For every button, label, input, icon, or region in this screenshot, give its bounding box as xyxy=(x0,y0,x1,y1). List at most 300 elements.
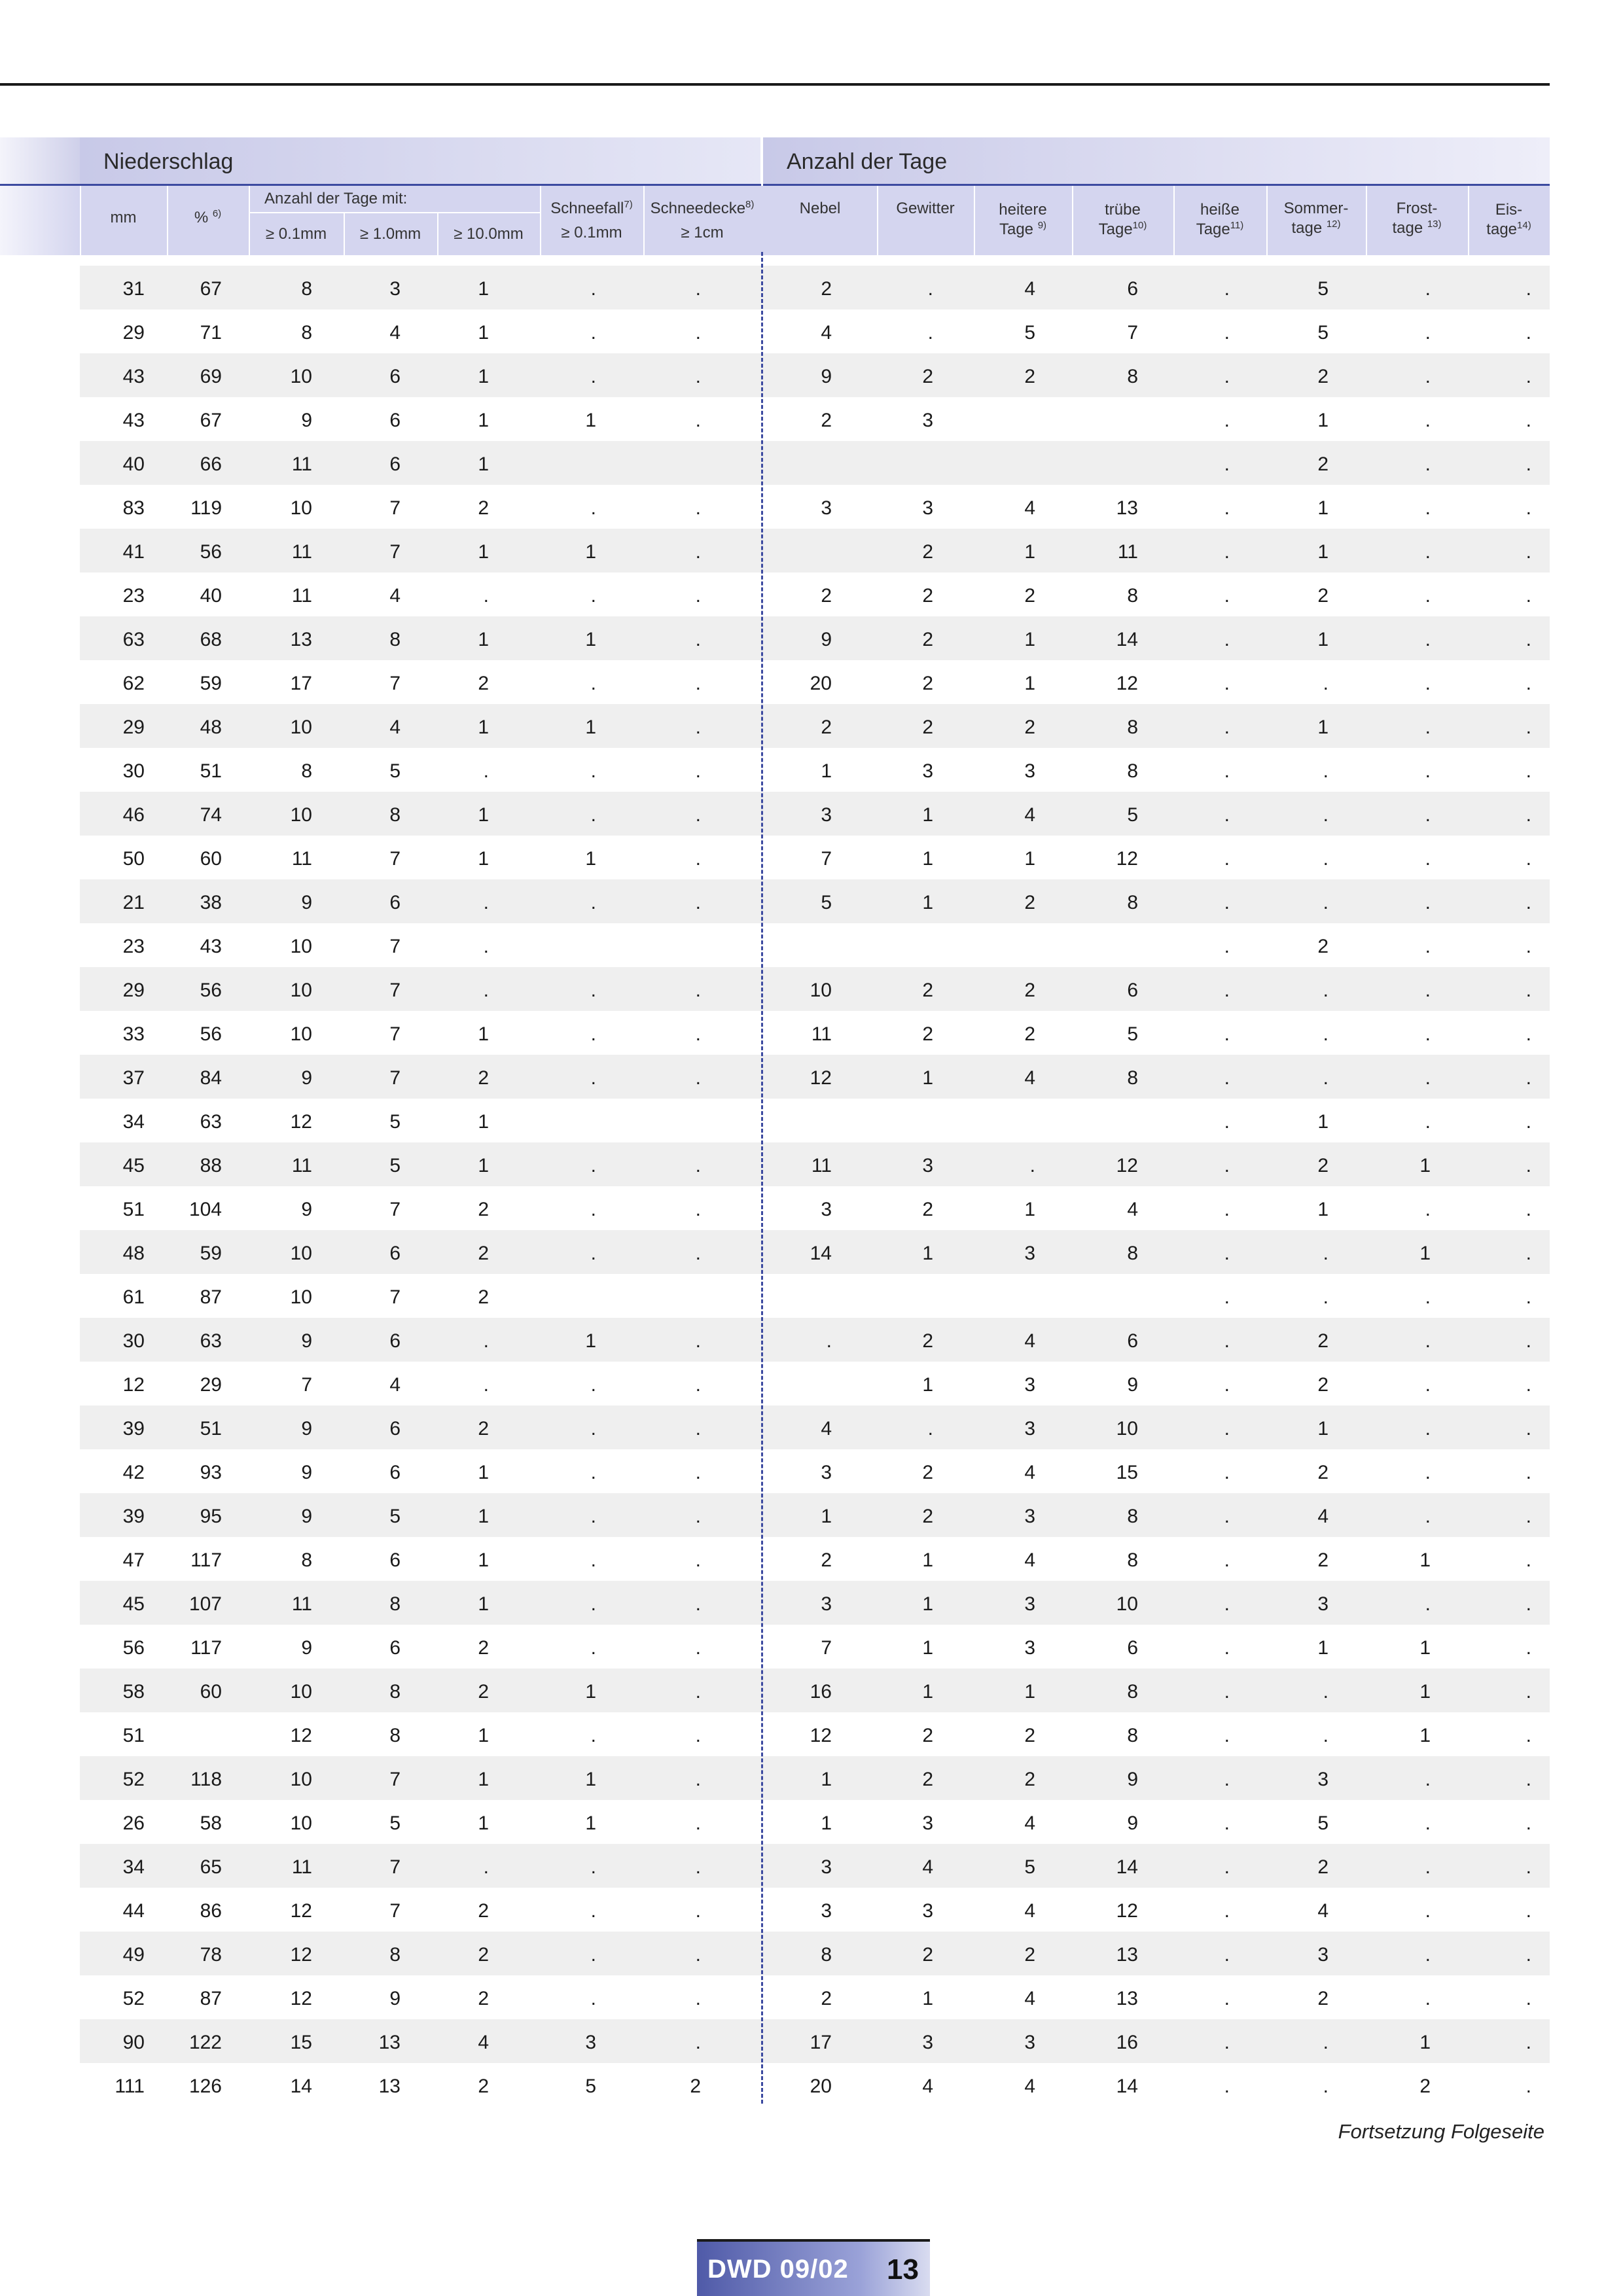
table-cell: . xyxy=(1224,278,1230,300)
table-cell: 8 xyxy=(1127,585,1138,607)
table-cell: . xyxy=(695,673,701,694)
table-cell: 5 xyxy=(389,1812,401,1834)
table-cell: 5 xyxy=(389,1155,401,1176)
table-cell: 31 xyxy=(122,278,145,300)
table-cell: 104 xyxy=(188,1199,222,1220)
table-row xyxy=(80,1318,1550,1362)
table-cell: 8 xyxy=(1127,716,1138,738)
table-cell: . xyxy=(1525,1900,1531,1922)
table-cell: 4 xyxy=(922,2075,933,2097)
table-cell: 10 xyxy=(810,980,832,1001)
table-cell: 21 xyxy=(122,892,145,913)
page-number: 13 xyxy=(887,2253,919,2286)
table-cell: . xyxy=(1323,980,1329,1001)
table-cell: 4 xyxy=(1024,2075,1035,2097)
table-cell: . xyxy=(1224,1812,1230,1834)
table-cell: 68 xyxy=(200,629,222,650)
table-cell: 3 xyxy=(1317,1944,1329,1966)
table-cell: 1 xyxy=(585,1681,596,1703)
table-cell: 1 xyxy=(1317,629,1329,650)
table-cell: 111 xyxy=(115,2075,145,2097)
table-cell: 1 xyxy=(922,892,933,913)
table-cell: . xyxy=(695,804,701,826)
table-cell: . xyxy=(1224,1067,1230,1089)
footer-badge xyxy=(697,2239,930,2296)
table-cell: 51 xyxy=(200,1418,222,1439)
header-divider xyxy=(540,186,541,255)
table-cell: 3 xyxy=(1024,1418,1035,1439)
table-cell: . xyxy=(1425,760,1431,782)
table-cell: 1 xyxy=(585,541,596,563)
table-cell: 3 xyxy=(821,1199,832,1220)
table-cell: 117 xyxy=(190,1637,222,1659)
table-cell: 126 xyxy=(188,2075,222,2097)
table-cell: 2 xyxy=(821,410,832,431)
table-cell: . xyxy=(590,278,596,300)
table-cell: . xyxy=(695,541,701,563)
table-cell: . xyxy=(1425,1286,1431,1308)
table-cell: 10 xyxy=(290,980,312,1001)
table-cell: 10 xyxy=(290,366,312,387)
table-cell: . xyxy=(590,497,596,519)
table-cell: 44 xyxy=(122,1900,145,1922)
continuation-note: Fortsetzung Folgeseite xyxy=(1338,2120,1544,2143)
table-cell: 4 xyxy=(1024,1988,1035,2009)
table-cell: 3 xyxy=(1024,1637,1035,1659)
table-cell: . xyxy=(1323,1681,1329,1703)
table-cell: 3 xyxy=(585,2032,596,2053)
table-cell: . xyxy=(1525,453,1531,475)
table-cell: 2 xyxy=(922,629,933,650)
table-cell: 34 xyxy=(122,1111,145,1133)
table-cell: . xyxy=(1224,1155,1230,1176)
table-row xyxy=(80,2019,1550,2063)
table-cell: 6 xyxy=(1127,278,1138,300)
table-cell: 1 xyxy=(1419,1681,1431,1703)
table-cell: 2 xyxy=(922,980,933,1001)
table-cell: 62 xyxy=(122,673,145,694)
table-cell: 2 xyxy=(922,1023,933,1045)
table-cell: 5 xyxy=(1024,1856,1035,1878)
table-cell: . xyxy=(1224,716,1230,738)
table-cell: 2 xyxy=(1317,1549,1329,1571)
table-cell: . xyxy=(590,1374,596,1396)
table-cell: 2 xyxy=(922,1506,933,1527)
table-cell: 1 xyxy=(478,1023,489,1045)
table-cell: 2 xyxy=(1317,1330,1329,1352)
sub-header-stub xyxy=(0,186,80,255)
table-cell: 7 xyxy=(1127,322,1138,344)
table-row xyxy=(80,1055,1550,1099)
table-row xyxy=(80,309,1550,353)
table-cell: . xyxy=(1525,366,1531,387)
table-cell: 11 xyxy=(811,1023,832,1045)
table-cell: . xyxy=(1425,1988,1431,2009)
data-table-body xyxy=(80,266,1550,2107)
table-cell: 11 xyxy=(811,1155,832,1176)
col-header-heitere: heitere Tage $^{9)}$ xyxy=(999,201,1047,238)
table-cell: 2 xyxy=(1317,1462,1329,1483)
table-cell: 86 xyxy=(200,1900,222,1922)
table-cell: 39 xyxy=(122,1418,145,1439)
table-cell: . xyxy=(590,1725,596,1746)
table-cell: 2 xyxy=(478,2075,489,2097)
table-cell: . xyxy=(695,1988,701,2009)
table-cell: 6 xyxy=(389,410,401,431)
table-cell: . xyxy=(695,892,701,913)
table-cell: 2 xyxy=(922,673,933,694)
table-cell: 4 xyxy=(389,1374,401,1396)
table-cell: . xyxy=(927,1418,933,1439)
table-cell: 71 xyxy=(200,322,222,344)
table-cell: . xyxy=(1425,453,1431,475)
table-cell: 2 xyxy=(1317,1155,1329,1176)
table-cell: 1 xyxy=(1024,629,1035,650)
table-cell: . xyxy=(590,1944,596,1966)
table-cell: 2 xyxy=(478,1681,489,1703)
table-cell: . xyxy=(1224,497,1230,519)
table-cell: 63 xyxy=(200,1111,222,1133)
table-cell: 2 xyxy=(1317,585,1329,607)
table-cell: 48 xyxy=(200,716,222,738)
table-cell: 2 xyxy=(1317,1988,1329,2009)
table-row xyxy=(80,397,1550,441)
table-row xyxy=(80,704,1550,748)
table-cell: . xyxy=(590,1067,596,1089)
table-cell: . xyxy=(695,1593,701,1615)
table-cell: 17 xyxy=(290,673,312,694)
table-cell: 1 xyxy=(478,1593,489,1615)
table-cell: 3 xyxy=(389,278,401,300)
table-cell: 2 xyxy=(690,2075,701,2097)
table-row xyxy=(80,266,1550,309)
table-row xyxy=(80,2063,1550,2107)
table-row xyxy=(80,1142,1550,1186)
table-cell: . xyxy=(1425,541,1431,563)
table-cell: . xyxy=(695,848,701,870)
table-cell: . xyxy=(1323,892,1329,913)
table-cell: . xyxy=(1525,1637,1531,1659)
table-cell: 8 xyxy=(301,322,312,344)
table-cell: . xyxy=(1224,936,1230,957)
table-cell: . xyxy=(1425,1769,1431,1790)
table-cell: 118 xyxy=(190,1769,222,1790)
table-cell: 12 xyxy=(290,1725,312,1746)
table-cell: 5 xyxy=(389,1111,401,1133)
table-cell: 56 xyxy=(122,1637,145,1659)
table-cell: 3 xyxy=(1317,1593,1329,1615)
table-cell: . xyxy=(695,629,701,650)
table-cell: . xyxy=(1525,936,1531,957)
table-cell: . xyxy=(695,1199,701,1220)
table-cell: 6 xyxy=(1127,980,1138,1001)
col-header-mm: mm xyxy=(110,209,137,226)
table-cell: 6 xyxy=(389,1637,401,1659)
table-row xyxy=(80,836,1550,879)
table-cell: 51 xyxy=(122,1199,145,1220)
table-cell: . xyxy=(1525,1286,1531,1308)
table-cell: 49 xyxy=(122,1944,145,1966)
table-cell: 1 xyxy=(585,848,596,870)
table-row xyxy=(80,792,1550,836)
table-cell: . xyxy=(483,980,489,1001)
table-cell: 1 xyxy=(1024,848,1035,870)
table-cell: . xyxy=(927,322,933,344)
table-cell: . xyxy=(1525,322,1531,344)
table-cell: . xyxy=(1425,410,1431,431)
table-cell: . xyxy=(590,1900,596,1922)
table-cell: . xyxy=(1224,1549,1230,1571)
table-cell: . xyxy=(590,980,596,1001)
table-cell: 29 xyxy=(122,716,145,738)
table-cell: 2 xyxy=(922,1462,933,1483)
table-cell: 7 xyxy=(389,1856,401,1878)
table-cell: . xyxy=(1323,1067,1329,1089)
table-row xyxy=(80,1844,1550,1888)
table-cell: . xyxy=(483,892,489,913)
table-cell: . xyxy=(1323,804,1329,826)
section-separator xyxy=(761,252,763,2104)
table-cell: 51 xyxy=(122,1725,145,1746)
table-row xyxy=(80,1581,1550,1625)
table-cell: . xyxy=(483,936,489,957)
table-cell: . xyxy=(483,760,489,782)
table-cell: 1 xyxy=(922,1549,933,1571)
table-row xyxy=(80,879,1550,923)
table-cell: . xyxy=(1525,629,1531,650)
table-cell: 2 xyxy=(478,1199,489,1220)
table-cell: 90 xyxy=(122,2032,145,2053)
table-cell: . xyxy=(1425,1374,1431,1396)
table-cell: 1 xyxy=(922,848,933,870)
table-cell: 2 xyxy=(922,716,933,738)
table-cell: 8 xyxy=(301,760,312,782)
table-cell: 1 xyxy=(1317,716,1329,738)
col-header-anzahl-mit: Anzahl der Tage mit: xyxy=(264,190,408,207)
table-cell: 2 xyxy=(1024,1769,1035,1790)
table-cell: . xyxy=(695,322,701,344)
table-cell: 6 xyxy=(389,1418,401,1439)
table-cell: . xyxy=(695,1418,701,1439)
table-cell: . xyxy=(695,497,701,519)
table-cell: . xyxy=(695,1462,701,1483)
table-cell: . xyxy=(1525,1812,1531,1834)
table-cell: . xyxy=(695,2032,701,2053)
table-cell: . xyxy=(1323,1286,1329,1308)
table-cell: 37 xyxy=(122,1067,145,1089)
table-cell: 119 xyxy=(190,497,222,519)
table-cell: . xyxy=(1224,760,1230,782)
table-row xyxy=(80,1274,1550,1318)
table-cell: 7 xyxy=(389,1900,401,1922)
table-cell: . xyxy=(590,1637,596,1659)
table-cell: 34 xyxy=(122,1856,145,1878)
table-cell: 50 xyxy=(122,848,145,870)
table-cell: 7 xyxy=(389,1769,401,1790)
table-cell: 5 xyxy=(1127,804,1138,826)
table-cell: 6 xyxy=(389,1549,401,1571)
table-cell: . xyxy=(695,1243,701,1264)
table-cell: 2 xyxy=(1024,1944,1035,1966)
col-header-schneedecke-sub: ≥ 1cm xyxy=(681,224,724,241)
table-cell: 8 xyxy=(1127,1549,1138,1571)
table-cell: . xyxy=(590,673,596,694)
table-cell: 4 xyxy=(1317,1900,1329,1922)
table-cell: 61 xyxy=(122,1286,145,1308)
table-cell: 2 xyxy=(478,1243,489,1264)
table-cell: . xyxy=(1224,1944,1230,1966)
table-cell: 9 xyxy=(1127,1769,1138,1790)
table-cell: 56 xyxy=(200,1023,222,1045)
table-cell: . xyxy=(1224,2075,1230,2097)
col-header-eis: Eis- tage$^{14)}$ xyxy=(1486,201,1531,238)
table-cell: . xyxy=(1425,629,1431,650)
table-row xyxy=(80,1230,1550,1274)
niederschlag-title: Niederschlag xyxy=(103,149,234,174)
table-cell: 1 xyxy=(1317,1111,1329,1133)
table-cell: 9 xyxy=(301,1330,312,1352)
table-cell: 33 xyxy=(122,1023,145,1045)
table-cell: 84 xyxy=(200,1067,222,1089)
table-cell: . xyxy=(1224,1506,1230,1527)
table-cell: 3 xyxy=(1024,1243,1035,1264)
table-cell: 5 xyxy=(389,1506,401,1527)
table-cell: . xyxy=(1425,1462,1431,1483)
table-cell: 8 xyxy=(301,278,312,300)
table-cell: 20 xyxy=(810,2075,832,2097)
table-cell: 8 xyxy=(821,1944,832,1966)
table-cell: 2 xyxy=(1024,366,1035,387)
table-cell: 7 xyxy=(389,673,401,694)
table-cell: 2 xyxy=(1317,1856,1329,1878)
table-cell: 9 xyxy=(301,1462,312,1483)
table-cell: 9 xyxy=(301,1418,312,1439)
table-cell: . xyxy=(1224,1900,1230,1922)
table-cell: . xyxy=(695,278,701,300)
table-cell: 12 xyxy=(810,1725,832,1746)
table-cell: 1 xyxy=(478,322,489,344)
table-cell: 69 xyxy=(200,366,222,387)
table-cell: 9 xyxy=(301,1067,312,1089)
table-cell: . xyxy=(590,1549,596,1571)
table-cell: 5 xyxy=(1024,322,1035,344)
table-cell: . xyxy=(1525,1988,1531,2009)
table-cell: 12 xyxy=(1116,1155,1138,1176)
table-cell: 2 xyxy=(821,716,832,738)
table-cell: 7 xyxy=(389,1067,401,1089)
header-divider xyxy=(643,186,645,255)
table-cell: 1 xyxy=(585,1812,596,1834)
table-cell: 3 xyxy=(1024,2032,1035,2053)
table-row xyxy=(80,485,1550,529)
table-cell: 14 xyxy=(1116,629,1138,650)
table-cell: 60 xyxy=(200,848,222,870)
table-cell: 4 xyxy=(1024,1330,1035,1352)
table-cell: 3 xyxy=(922,1812,933,1834)
table-cell: . xyxy=(1323,1243,1329,1264)
table-cell: 1 xyxy=(478,716,489,738)
table-cell: 23 xyxy=(122,585,145,607)
table-cell: 11 xyxy=(291,585,312,607)
table-cell: . xyxy=(1525,2032,1531,2053)
table-cell: 9 xyxy=(821,366,832,387)
table-cell: . xyxy=(590,1988,596,2009)
table-cell: . xyxy=(1525,980,1531,1001)
table-cell: 2 xyxy=(478,1944,489,1966)
table-cell: . xyxy=(1525,1023,1531,1045)
table-cell: . xyxy=(1425,1506,1431,1527)
table-cell: 2 xyxy=(1317,1374,1329,1396)
table-cell: 1 xyxy=(478,1769,489,1790)
table-cell: 12 xyxy=(290,1988,312,2009)
table-cell: 8 xyxy=(389,1593,401,1615)
table-cell: 11 xyxy=(291,1593,312,1615)
table-cell: 117 xyxy=(190,1549,222,1571)
table-cell: . xyxy=(590,1155,596,1176)
table-cell: 10 xyxy=(290,1681,312,1703)
table-cell: . xyxy=(1525,278,1531,300)
table-cell: 1 xyxy=(478,848,489,870)
table-cell: 2 xyxy=(1024,980,1035,1001)
table-cell: 2 xyxy=(478,1900,489,1922)
table-cell: 9 xyxy=(301,1637,312,1659)
table-cell: . xyxy=(1224,1725,1230,1746)
table-row xyxy=(80,1186,1550,1230)
table-cell: 2 xyxy=(821,1988,832,2009)
table-cell: 1 xyxy=(821,1769,832,1790)
table-cell: 1 xyxy=(585,1769,596,1790)
table-cell: . xyxy=(590,1243,596,1264)
table-cell: . xyxy=(1525,1462,1531,1483)
table-row xyxy=(80,1712,1550,1756)
table-cell: 1 xyxy=(821,1812,832,1834)
table-cell: 2 xyxy=(922,1330,933,1352)
table-cell: 4 xyxy=(389,716,401,738)
table-cell: 9 xyxy=(1127,1374,1138,1396)
table-cell: 1 xyxy=(1024,541,1035,563)
table-cell: 3 xyxy=(821,804,832,826)
table-cell: 1 xyxy=(1419,1243,1431,1264)
table-cell: . xyxy=(1224,1243,1230,1264)
anzahl-tage-header xyxy=(763,137,1550,185)
table-cell: 7 xyxy=(389,541,401,563)
table-cell: 1 xyxy=(478,453,489,475)
table-cell: 3 xyxy=(1317,1769,1329,1790)
table-cell: 2 xyxy=(922,541,933,563)
table-cell: 95 xyxy=(200,1506,222,1527)
table-cell: 41 xyxy=(122,541,145,563)
table-cell: 67 xyxy=(200,410,222,431)
table-cell: 13 xyxy=(1116,1988,1138,2009)
table-cell: . xyxy=(695,585,701,607)
table-cell: . xyxy=(695,760,701,782)
table-cell: 78 xyxy=(200,1944,222,1966)
table-cell: 26 xyxy=(122,1812,145,1834)
table-cell: . xyxy=(1525,804,1531,826)
table-cell: 4 xyxy=(1024,1812,1035,1834)
table-cell: 4 xyxy=(1024,1900,1035,1922)
table-cell: . xyxy=(1425,1067,1431,1089)
table-cell: 1 xyxy=(922,1243,933,1264)
table-cell: 16 xyxy=(810,1681,832,1703)
table-cell: . xyxy=(590,1418,596,1439)
table-row xyxy=(80,923,1550,967)
table-cell: 4 xyxy=(1024,804,1035,826)
table-cell: . xyxy=(1525,1506,1531,1527)
table-cell: 6 xyxy=(389,892,401,913)
table-cell: 45 xyxy=(122,1593,145,1615)
table-row xyxy=(80,1537,1550,1581)
